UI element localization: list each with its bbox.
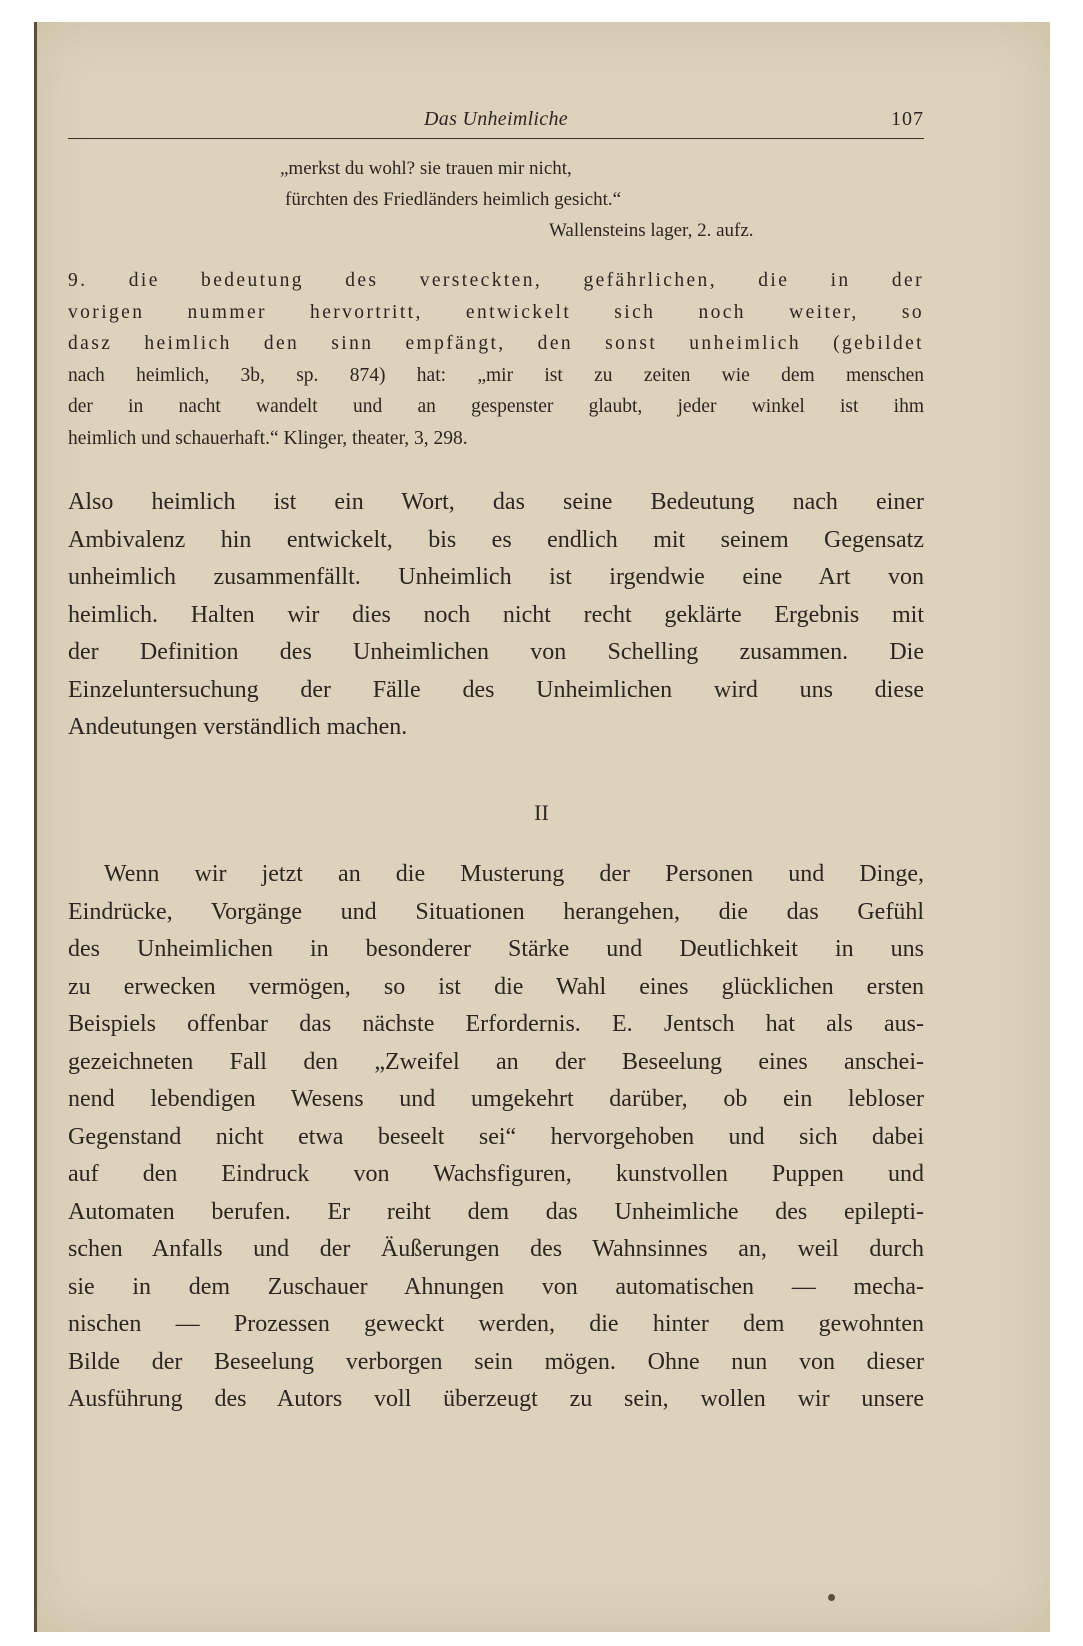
paragraph-line: Gegenstand nicht etwa beseelt sei“ hervorgehoben und sich dabei	[68, 1123, 924, 1150]
entry-line: vorigen nummer hervortritt, entwickelt sich noch weiter, so	[68, 301, 924, 323]
paragraph-1	[68, 484, 924, 747]
paragraph-line: Beispiels offenbar das nächste Erfordernis. E. Jentsch hat als aus-	[68, 1011, 924, 1037]
paragraph-line: nend lebendigen Wesens und umgekehrt darüber, ob ein lebloser	[68, 1086, 924, 1112]
paragraph-line: Ausführung des Autors voll überzeugt zu sein, wollen wir unsere	[68, 1386, 924, 1412]
paragraph-line: des Unheimlichen in besonderer Stärke und Deutlichkeit in uns	[68, 936, 924, 962]
paragraph-line: Wenn wir jetzt an die Musterung der Personen und Dinge,	[104, 861, 924, 887]
paragraph-line: der Definition des Unheimlichen von Schelling zusammen. Die	[68, 639, 924, 665]
paragraph-line: auf den Eindruck von Wachsfiguren, kunstvollen Puppen und	[68, 1161, 924, 1187]
quote-line-1: „merkst du wohl? sie trauen mir nicht,	[280, 158, 572, 179]
paragraph-line: zu erwecken vermögen, so ist die Wahl eines glücklichen ersten	[68, 973, 924, 1000]
entry-line: der in nacht wandelt und an gespenster glaubt, jeder winkel ist ihm	[68, 396, 924, 417]
ink-speck	[828, 1594, 835, 1601]
header-rule	[68, 138, 924, 139]
page-number: 107	[891, 108, 924, 130]
quote-line-2: fürchten des Friedländers heimlich gesicht.“	[285, 189, 622, 210]
paragraph-line: unheimlich zusammenfällt. Unheimlich ist irgendwie eine Art von	[68, 564, 924, 590]
section-heading: II	[534, 800, 549, 825]
entry-line: dasz heimlich den sinn empfängt, den sonst unheimlich (gebildet	[68, 333, 924, 354]
running-head	[68, 108, 924, 138]
running-head-title: Das Unheimliche	[424, 108, 568, 130]
paragraph-line: Ambivalenz hin entwickelt, bis es endlich mit seinem Gegensatz	[68, 526, 924, 553]
entry-line: nach heimlich, 3b, sp. 874) hat: „mir ist zu zeiten wie dem menschen	[68, 364, 924, 386]
dictionary-entry-9	[68, 265, 924, 454]
paragraph-line: Bilde der Beseelung verborgen sein mögen. Ohne nun von dieser	[68, 1348, 924, 1375]
quote-source: Wallensteins lager, 2. aufz.	[549, 220, 754, 241]
entry-line: heimlich und schauerhaft.“ Klinger, theater, 3, 298.	[68, 427, 468, 449]
paragraph-line: sie in dem Zuschauer Ahnungen von automatischen — mecha-	[68, 1273, 924, 1300]
paragraph-2	[68, 856, 924, 1419]
paragraph-line: Andeutungen verständlich machen.	[68, 714, 408, 740]
paragraph-line: gezeichneten Fall den „Zweifel an der Beseelung eines anschei-	[68, 1048, 924, 1075]
paragraph-line: Einzeluntersuchung der Fälle des Unheimlichen wird uns diese	[68, 676, 924, 703]
paragraph-line: heimlich. Halten wir dies noch nicht recht geklärte Ergebnis mit	[68, 601, 924, 628]
paragraph-line: schen Anfalls und der Äußerungen des Wahnsinnes an, weil durch	[68, 1236, 924, 1262]
entry-line: 9. die bedeutung des versteckten, gefährlichen, die in der	[68, 270, 924, 291]
paragraph-line: Automaten berufen. Er reiht dem das Unheimliche des epilepti-	[68, 1198, 924, 1225]
paragraph-line: Eindrücke, Vorgänge und Situationen herangehen, die das Gefühl	[68, 898, 924, 925]
paragraph-line: Also heimlich ist ein Wort, das seine Bedeutung nach einer	[68, 489, 924, 515]
paragraph-line: nischen — Prozessen geweckt werden, die hinter dem gewohnten	[68, 1311, 924, 1337]
